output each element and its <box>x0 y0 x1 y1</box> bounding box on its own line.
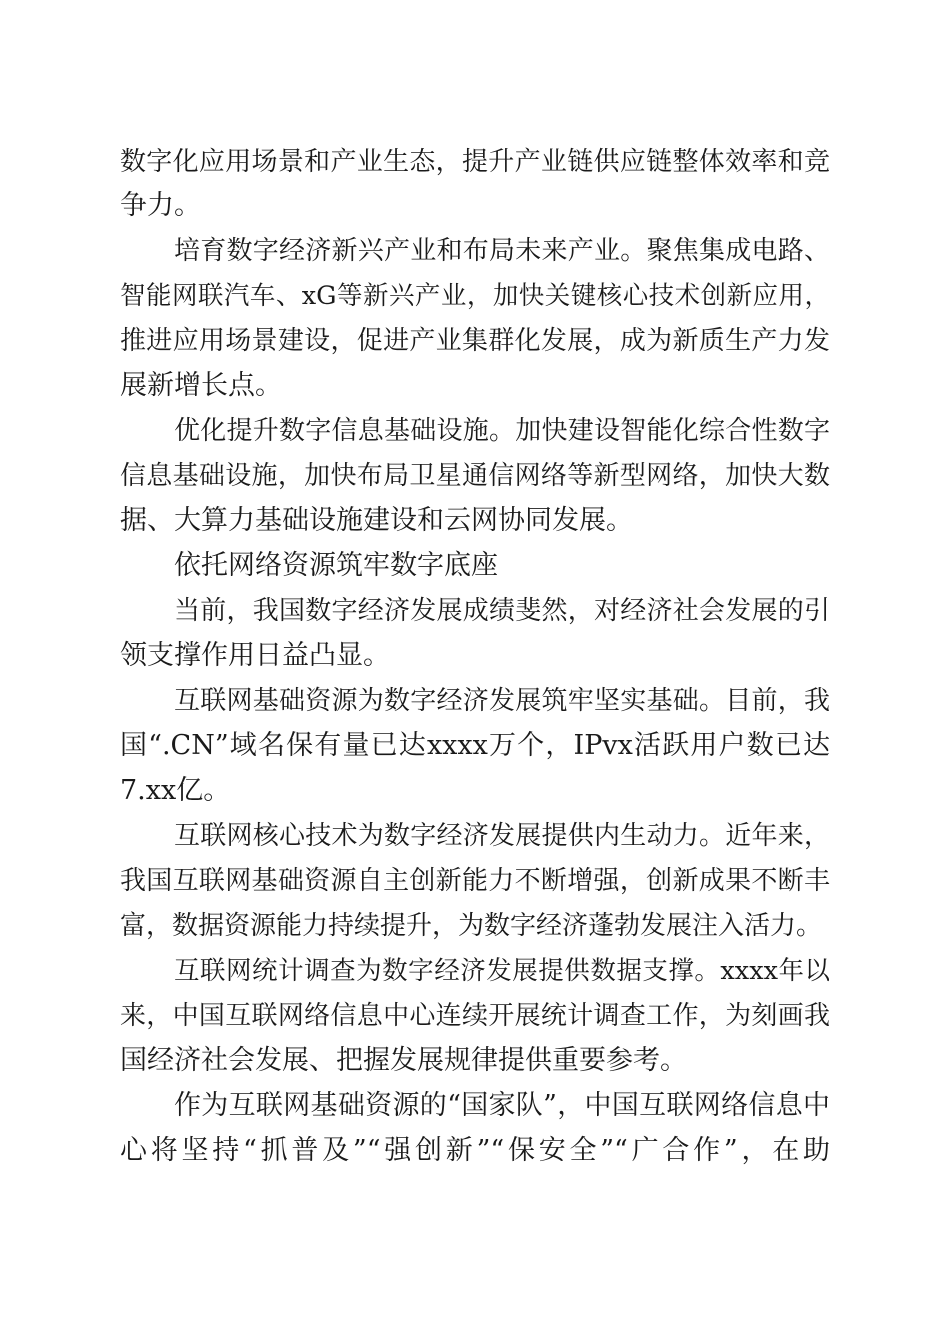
paragraph-first-line: 作为互联网基础资源的“国家队”，中国互联网络信息中 <box>174 1090 830 1121</box>
text-line: 展新增长点。 <box>120 370 282 401</box>
text-line: 智能网联汽车、xG等新兴产业，加快关键核心技术创新应用， <box>120 281 830 311</box>
text-line: 据、大算力基础设施建设和云网协同发展。 <box>120 505 633 536</box>
text-line: 争力。 <box>120 190 201 221</box>
text-line: 信息基础设施，加快布局卫星通信网络等新型网络，加快大数 <box>120 461 830 491</box>
paragraph-first-line: 培育数字经济新兴产业和布局未来产业。聚焦集成电路、 <box>174 236 830 266</box>
text-line: 数字化应用场景和产业生态，提升产业链供应链整体效率和竞 <box>120 147 830 177</box>
section-heading: 依托网络资源筑牢数字底座 <box>174 550 498 581</box>
text-line: 领支撑作用日益凸显。 <box>120 640 390 671</box>
text-line: 来，中国互联网络信息中心连续开展统计调查工作，为刻画我 <box>120 1001 830 1031</box>
text-line: 富，数据资源能力持续提升，为数字经济蓬勃发展注入活力。 <box>120 911 823 941</box>
paragraph-first-line: 互联网统计调查为数字经济发展提供数据支撑。xxxx年以 <box>174 956 830 986</box>
paragraph-first-line: 互联网核心技术为数字经济发展提供内生动力。近年来， <box>174 821 830 851</box>
text-line: 7.xx亿。 <box>120 775 231 806</box>
text-line: 推进应用场景建设，促进产业集群化发展，成为新质生产力发 <box>120 326 830 356</box>
text-line: 我国互联网基础资源自主创新能力不断增强，创新成果不断丰 <box>120 866 830 896</box>
paragraph-first-line: 当前，我国数字经济发展成绩斐然，对经济社会发展的引 <box>174 596 830 626</box>
text-line: 心将坚持“抓普及”“强创新”“保安全”“广合作”，在助 <box>120 1135 830 1166</box>
paragraph-first-line: 优化提升数字信息基础设施。加快建设智能化综合性数字 <box>174 416 830 446</box>
text-line: 国“.CN”域名保有量已达xxxx万个，IPvx活跃用户数已达 <box>120 730 830 761</box>
text-line: 国经济社会发展、把握发展规律提供重要参考。 <box>120 1045 687 1076</box>
paragraph-first-line: 互联网基础资源为数字经济发展筑牢坚实基础。目前，我 <box>174 686 830 716</box>
